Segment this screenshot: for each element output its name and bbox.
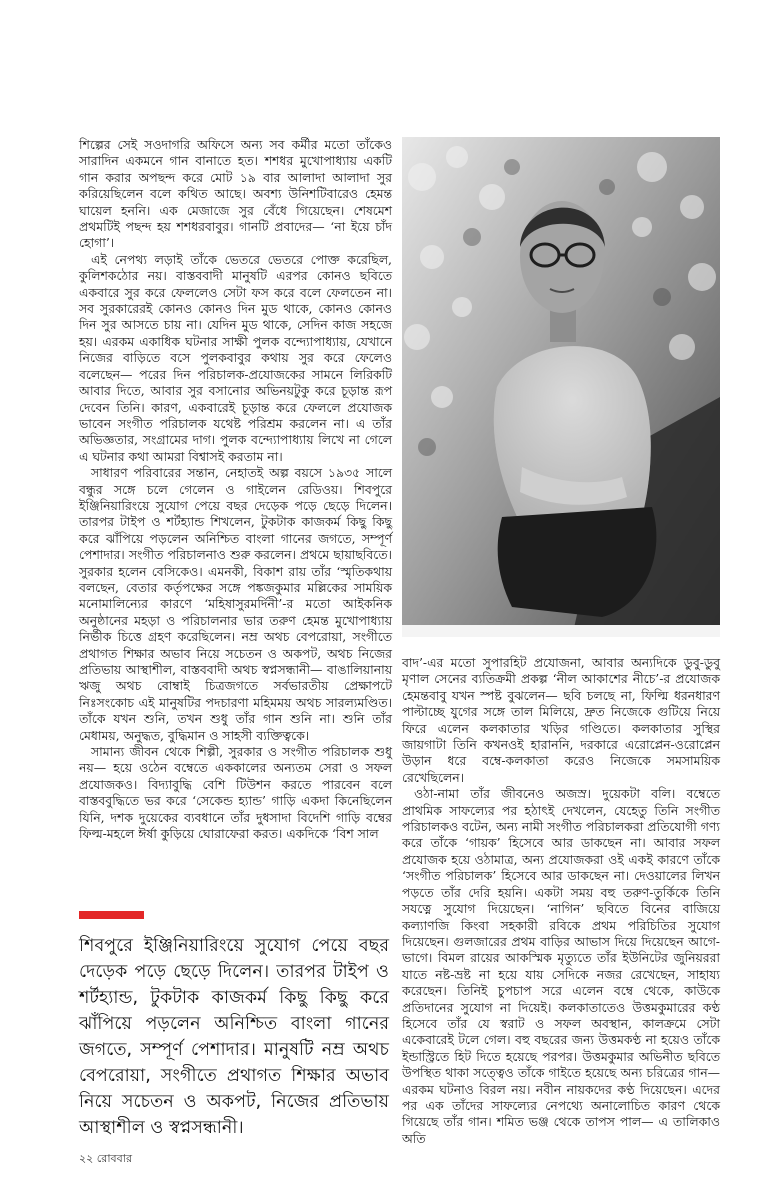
paragraph: ওঠা-নামা তাঁর জীবনেও অজস্র। দুয়েকটা বলি। বম্বেতে প্রাথমিক সাফল্যের পর হঠাৎই দেখলেন, যেহেতু তিনি সংগীত পরিচালকও বটেন, অন্য নামী সংগীত পরিচালকরা প্রতিযোগী গণ্য করে তাঁকে ‘গায়ক’ হিসেবে আর ডাকছেন না। আবার সফল প্রযোজক হয়ে ওঠামাত্র, অন্য প্রযোজকরা ওই একই কারণে তাঁকে ‘সংগীত পরিচালক’ হিসেবে আর ডাকছেন না। দেওয়ালের লিখন পড়তে তাঁর দেরি হয়নি। একটা সময় বহু তরুণ-তুর্কিকে তিনি সযত্নে সুযোগ দিয়েছেন। ‘নাগিন’ ছবিতে বিনের বাজিয়ে কল্যাণজি কিংবা সহকারী রবিকে প্রথম পরিচিতির সুযোগ দিয়েছেন। গুলজারের প্রথম বাড়ির আভাস দিয়ে দিয়েছেন আগে-ভাগে। বিমল রায়ের আকস্মিক মৃত্যুতে তাঁর ইউনিটের জুনিয়ররা যাতে নষ্ট-ভ্রষ্ট না হয়ে যায় সেদিকে নজর রেখেছেন, সাহায্য করেছেন। তিনিই চুপচাপ সরে এলেন বম্বে থেকে, কাউকে প্রতিদানের সুযোগ না দিয়েই। কলকাতাতেও উত্তমকুমারের কণ্ঠ হিসেবে তাঁর যে স্বরাট ও সফল অবস্থান, কালক্রমে সেটা একেবারেই টলে গেল। বহু বছরের জন্য উত্তমকণ্ঠ না হয়েও তাঁকে ইন্ডাস্ট্রিতে হিট দিতে হয়েছে পরপর। উত্তমকুমার অভিনীত ছবিতে উপস্থিত থাকা সত্ত্বেও তাঁকে গাইতে হয়েছে অন্য চরিত্রের গান— এরকম ঘটনাও বিরল নয়। নবীন নায়কদের কণ্ঠ দিয়েছেন। এদের পর এক তাঁদের সাফল্যের নেপথ্যে অনালোচিত কারণ থেকে গিয়েছে তাঁর গান। শমিত ভঞ্জ থেকে তাপস পাল— এ তালিকাও অতি <box>402 786 720 1146</box>
pull-quote <box>79 933 389 1141</box>
paragraph: এই নেপথ্য লড়াই তাঁকে ভেতরে ভেতরে পোক্ত করেছিল, কুলিশকঠোর নয়। বাস্তববাদী মানুষটি এরপর কোনও ছবিতে একবারে সুর করে ফেললেও সেটা ফস করে বলে ফেলতেন না। সব সুরকারেরই কোনও কোনও দিন মুড থাকে, কোনও কোনও দিন সুর আসতে চায় না। যেদিন মুড থাকে, সেদিন কাজ সহজে হয়। এরকম একাধিক ঘটনার সাক্ষী পুলক বন্দ্যোপাধ্যায়, যেখানে নিজের বাড়িতে বসে পুলকবাবুর কথায় সুর করে ফেলেও বলেছেন— পরের দিন পরিচালক-প্রযোজকের সামনে লিরিকটি আবার দিতে, আবার সুর বসানোর অভিনয়টুকু করে চূড়ান্ত রূপ দেবেন তিনি। কারণ, একবারেই চূড়ান্ত করে ফেললে প্রযোজক ভাবেন সংগীত পরিচালক যথেষ্ট পরিশ্রম করলেন না। এ তাঁর অভিজ্ঞতার, সংগ্রামের দাগ। পুলক বন্দ্যোপাধ্যায় লিখে না গেলে এ ঘটনার কথা আমরা বিশ্বাসই করতাম না। <box>79 251 392 464</box>
left-text-column <box>79 137 392 842</box>
right-text-column <box>402 655 720 1147</box>
red-accent-bar <box>79 911 144 919</box>
paragraph: শিল্পের সেই সওদাগরি অফিসে অন্য সব কর্মীর মতো তাঁকেও সারাদিন একমনে গান বানাতে হত। শশধর মুখোপাধ্যায় একটি গান করার অপছন্দ করে মোট ১৯ বার আলাদা আলাদা সুর করিয়েছিলেন বলে কথিত আছে। অবশ্য উনিশটিবারেও হেমন্ত ঘায়েল হননি। এক মেজাজে সুর বেঁধে গিয়েছেন। শেষমেশ প্রথমটিই পছন্দ হয় শশধরবাবুর। গানটি প্রবাদের— ‘না ইয়ে চাঁদ হোগা’। <box>79 137 392 251</box>
paragraph: সাধারণ পরিবারের সন্তান, নেহাতই অল্প বয়সে ১৯৩৫ সালে বন্ধুর সঙ্গে চলে গেলেন ও গাইলেন রেডিওয়। শিবপুরে ইঞ্জিনিয়ারিংয়ে সুযোগ পেয়ে বছর দেড়েক পড়ে ছেড়ে দিলেন। তারপর টাইপ ও শর্টহ্যান্ড শিখলেন, টুকটাক কাজকর্ম কিছু কিছু করে ঝাঁপিয়ে পড়লেন অনিশ্চিত বাংলা গানের জগতে, সম্পূর্ণ পেশাদার। সংগীত পরিচালনাও শুরু করলেন। প্রথমে ছায়াছবিতে। সুরকার হলেন বেসিকেও। এমনকী, বিকাশ রায় তাঁর ‘স্মৃতিকথায় বলছেন, বেতার কর্তৃপক্ষের সঙ্গে পঙ্কজকুমার মল্লিকের সাময়িক মনোমালিন্যের কারণে ‘মহিষাসুরমর্দিনী’-র মতো আইকনিক অনুষ্ঠানের মহড়া ও পরিচালনার ভার তরুণ হেমন্ত মুখোপাধ্যায় নির্ভীক চিত্তে গ্রহণ করেছিলেন। নম্র অথচ বেপরোয়া, সংগীতে প্রথাগত শিক্ষার অভাব নিয়ে সচেতন ও অকপট, অথচ নিজের প্রতিভায় আস্থাশীল, বাস্তববাদী অথচ স্বপ্নসন্ধানী— বাঙালিয়ানায় ঋজু অথচ বোম্বাই চিত্রজগতে সর্বভারতীয় প্রেক্ষাপটে নিঃসংকোচ এই মানুষটির পদচারণা মহিমময় অথচ সারল্যমণ্ডিত। তাঁকে যখন শুনি, তখন শুধু তাঁর গান শুনি না। শুনি তাঁর মেধাময়, অনুদ্ধত, বুদ্ধিমান ও সাহসী ব্যক্তিত্বকে। <box>79 465 392 743</box>
paragraph: বাদ’-এর মতো সুপারহিট প্রযোজনা, আবার অন্যদিকে ডুবু-ডুবু মৃণাল সেনের ব্যতিক্রমী প্রকল্প ‘নীল আকাশের নীচে’-র প্রযোজক হেমন্তবাবু যখন স্পষ্ট বুঝলেন— ছবি চলছে না, ফিল্মি ধরনধারণ পাল্টাচ্ছে যুগের সঙ্গে তাল মিলিয়ে, দ্রুত নিজেকে গুটিয়ে নিয়ে ফিরে এলেন কলকাতার খড়ির গণ্ডিতে। কলকাতার সুস্থির জায়গাটা তিনি কখনওই হারাননি, দরকারে এরোপ্লেন-ওরোপ্লেন উড়ান ধরে বম্বে-কলকাতা করেও নিজেকে সমসাময়িক রেখেছিলেন। <box>402 655 720 785</box>
pull-quote-text: শিবপুরে ইঞ্জিনিয়ারিংয়ে সুযোগ পেয়ে বছর দেড়েক পড়ে ছেড়ে দিলেন। তারপর টাইপ ও শর্টহ্যান্ড, টুকটাক কাজকর্ম কিছু কিছু করে ঝাঁপিয়ে পড়লেন অনিশ্চিত বাংলা গানের জগতে, সম্পূর্ণ পেশাদার। মানুষটি নম্র অথচ বেপরোয়া, সংগীতে প্রথাগত শিক্ষার অভাব নিয়ে সচেতন ও অকপট, নিজের প্রতিভায় আস্থাশীল ও স্বপ্নসন্ধানী। <box>79 936 389 1138</box>
page-footer <box>79 1150 132 1169</box>
page-number: ২২ রোববার <box>79 1152 132 1165</box>
portrait-photo <box>402 137 720 637</box>
paragraph: সামান্য জীবন থেকে শিল্পী, সুরকার ও সংগীত পরিচালক শুধু নয়— হয়ে ওঠেন বম্বেতে এককালের অন্যতম সেরা ও সফল প্রযোজকও। বিদ্যাবুদ্ধি বেশি টিউশন করতে পারবেন বলে বাস্তববুদ্ধিতে ভর করে ‘সেকেন্ড হ্যান্ড’ গাড়ি একদা কিনেছিলেন যিনি, দশক দুয়েকের ব্যবধানে তাঁর দুধসাদা বিদেশি গাড়ি বম্বের ফিল্ম-মহলে ঈর্ষা কুড়িয়ে ঘোরাফেরা করত। একদিকে ‘বিশ সাল <box>79 744 392 842</box>
